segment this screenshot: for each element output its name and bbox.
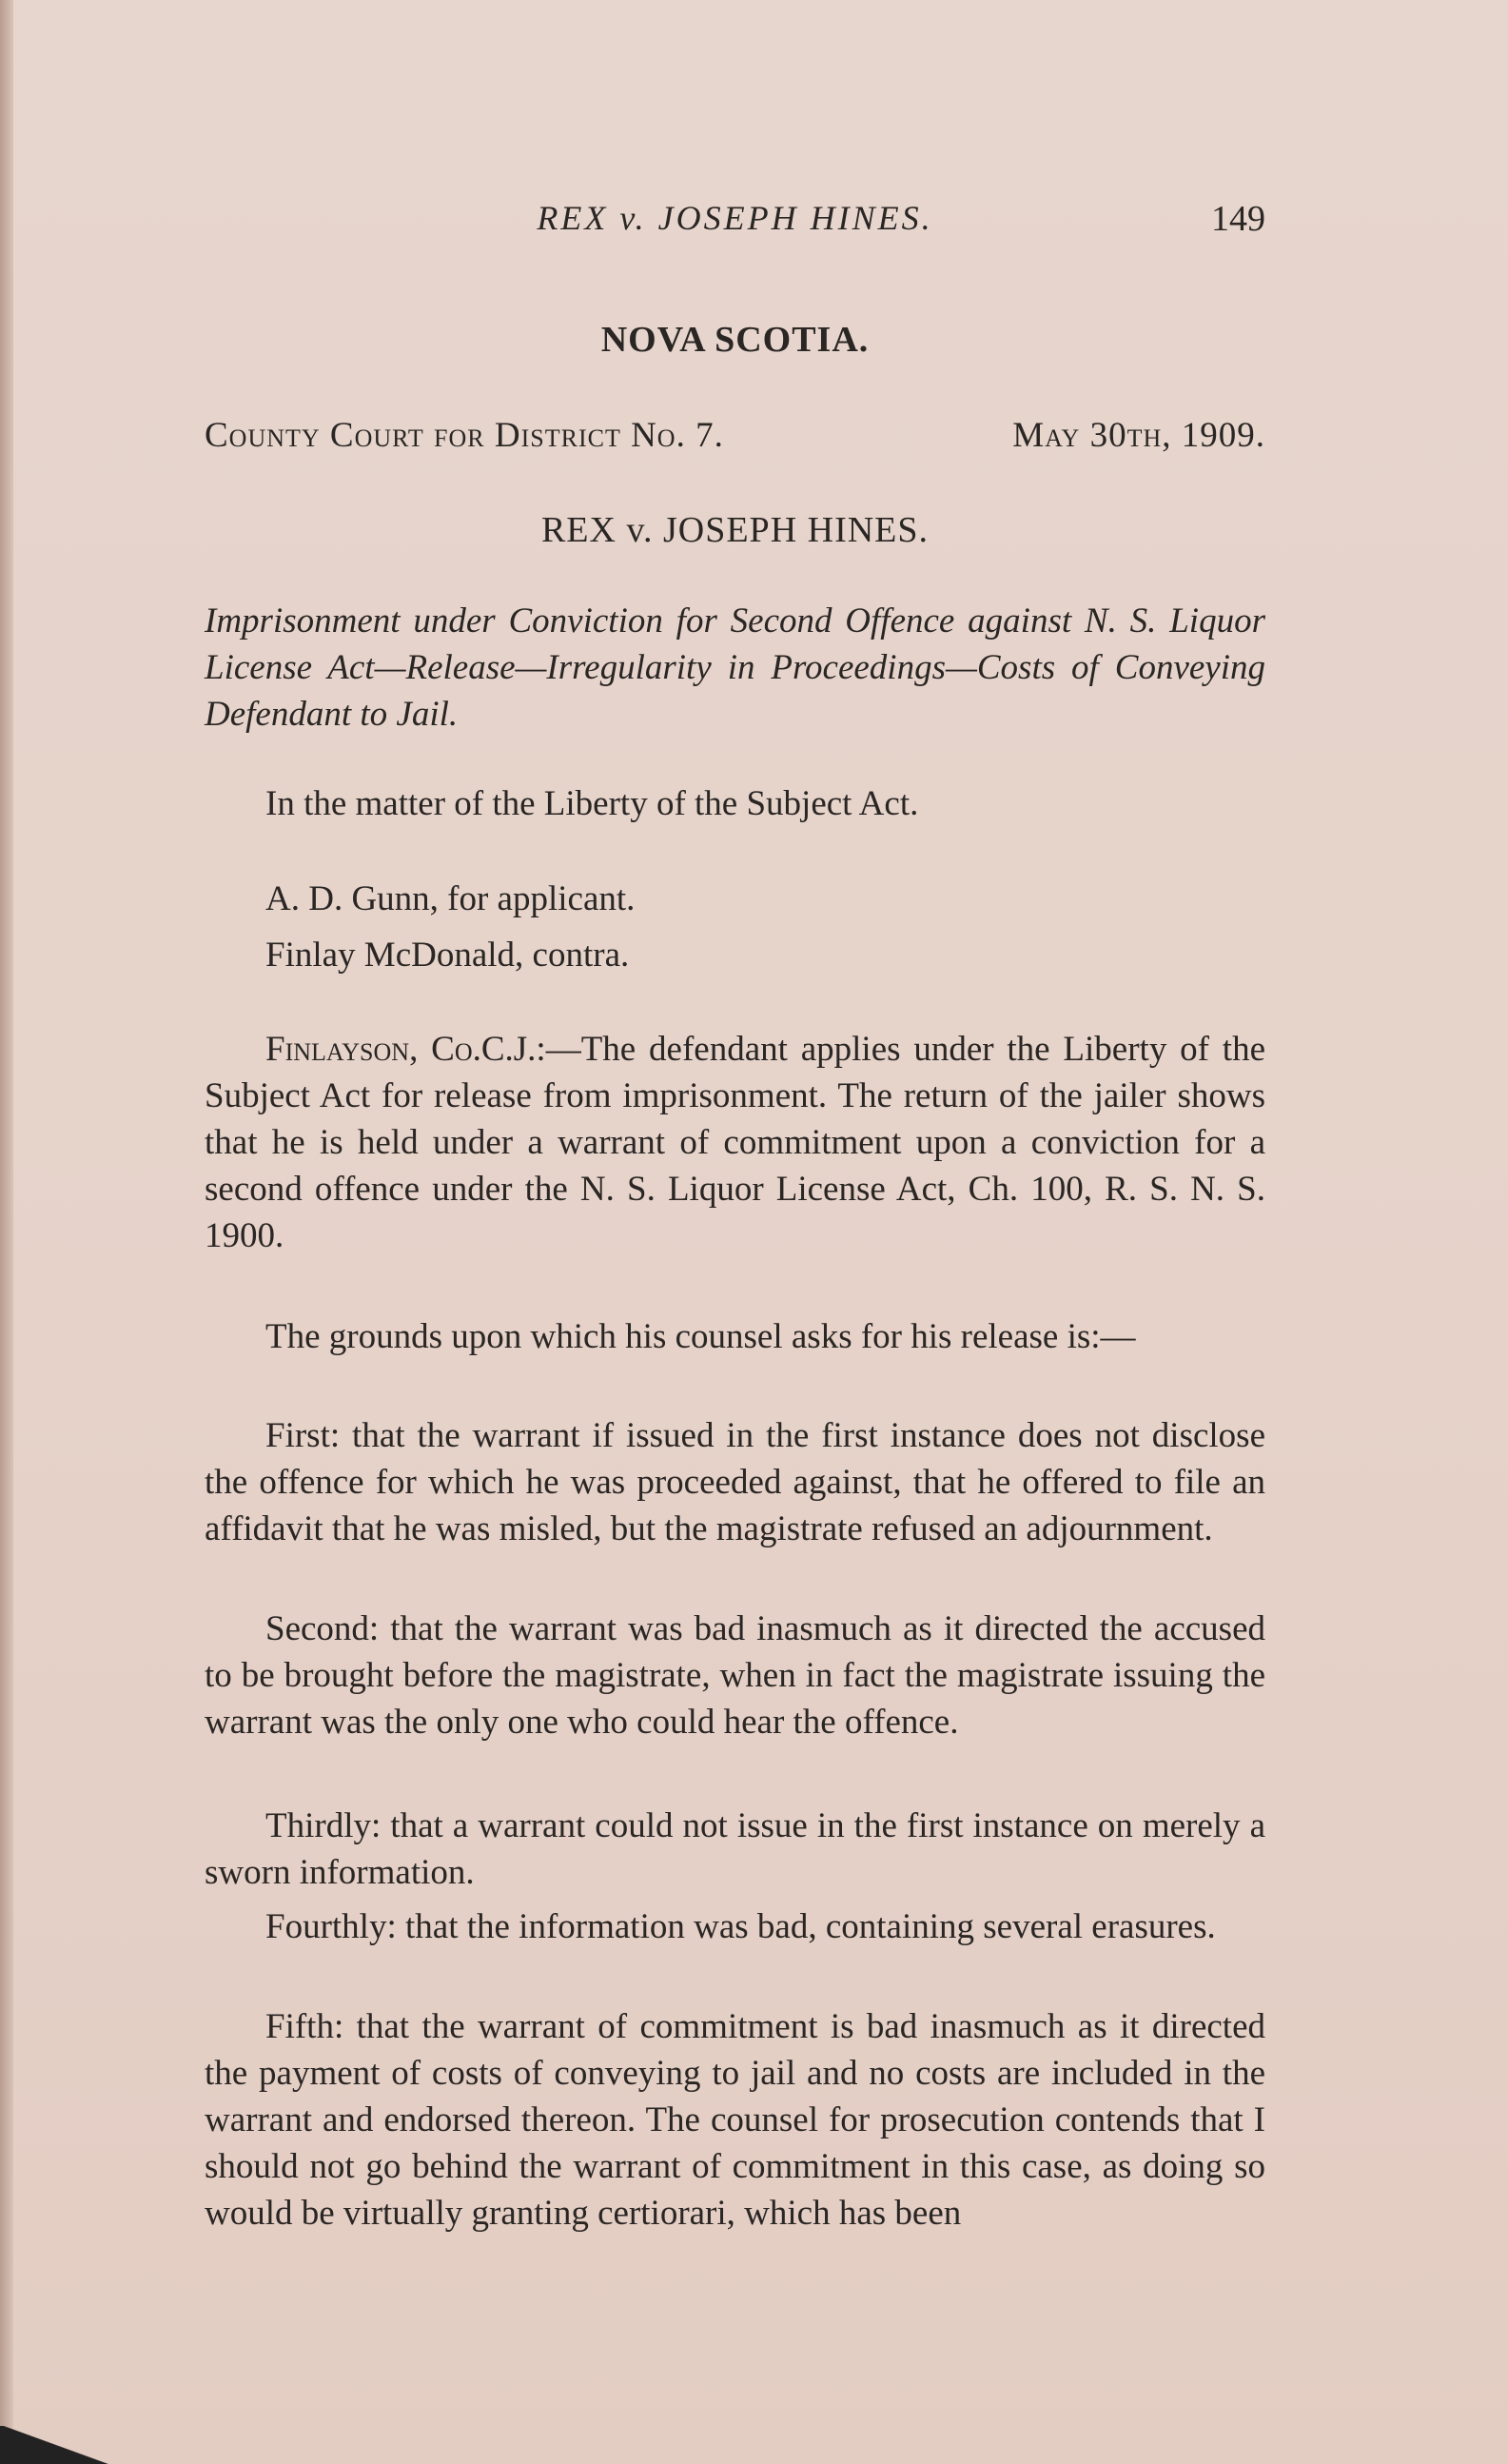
- judgment-opening-text: :—The defendant applies under the Liberty of the Subject Act for release from imprisonment. The return of the jailer shows that he is held under a warrant of commitment upon a conviction for a second offence under the N. S. Liquor License Act, Ch. 100, R. S. N. S. 1900.: [205, 1030, 1265, 1255]
- counsel-contra: Finlay McDonald, contra.: [265, 936, 630, 975]
- page-number: 149: [1211, 199, 1265, 239]
- matter-line: In the matter of the Liberty of the Subject Act.: [265, 784, 919, 823]
- court-line: [205, 415, 1265, 463]
- ground-fourth-paragraph: Fourthly: that the information was bad, containing several erasures.: [265, 1907, 1216, 1946]
- ground-second-paragraph: Second: that the warrant was bad inasmuch as it directed the accused to be brought before the magistrate, when in fact the magistrate issuing the warrant was the only one who could hear the offence.: [205, 1609, 1265, 1742]
- ground-first-paragraph: First: that the warrant if issued in the first instance does not disclose the offence for which he was proceeded against, that he offered to file an affidavit that he was misled, but the magistrate refused an adjournment.: [205, 1416, 1265, 1548]
- ground-third-paragraph: Thirdly: that a warrant could not issue in the first instance on merely a sworn information.: [205, 1806, 1265, 1892]
- ground-fifth-paragraph: Fifth: that the warrant of commitment is bad inasmuch as it directed the payment of costs of conveying to jail and no costs are included in the warrant and endorsed thereon. The counsel for prosecution contends that I should not go behind the warrant of commitment in this case, as doing so would be virtually granting certiorari, which has been: [205, 2007, 1265, 2233]
- running-head-title: REX v. JOSEPH HINES.: [537, 199, 933, 237]
- judgment-opening-paragraph: [205, 1026, 1265, 1259]
- case-title: REX v. JOSEPH HINES.: [540, 510, 930, 550]
- judge-name: Finlayson, Co.C.J.: [265, 1030, 537, 1069]
- province-heading: NOVA SCOTIA.: [600, 320, 870, 360]
- court-name: County Court for District No. 7.: [205, 416, 724, 455]
- headnote: Imprisonment under Conviction for Second Offence against N. S. Liquor License Act—Release—Irregularity in Proceedings—Costs of Conveying Defendant to Jail.: [205, 601, 1265, 734]
- counsel-applicant: A. D. Gunn, for applicant.: [265, 879, 636, 918]
- page-edge-shadow: [0, 0, 13, 2464]
- grounds-intro-paragraph: The grounds upon which his counsel asks for his release is:—: [265, 1317, 1136, 1356]
- decision-date: May 30th, 1909.: [1012, 416, 1265, 455]
- page-corner-shadow: [0, 2426, 114, 2464]
- running-head: [205, 190, 1265, 247]
